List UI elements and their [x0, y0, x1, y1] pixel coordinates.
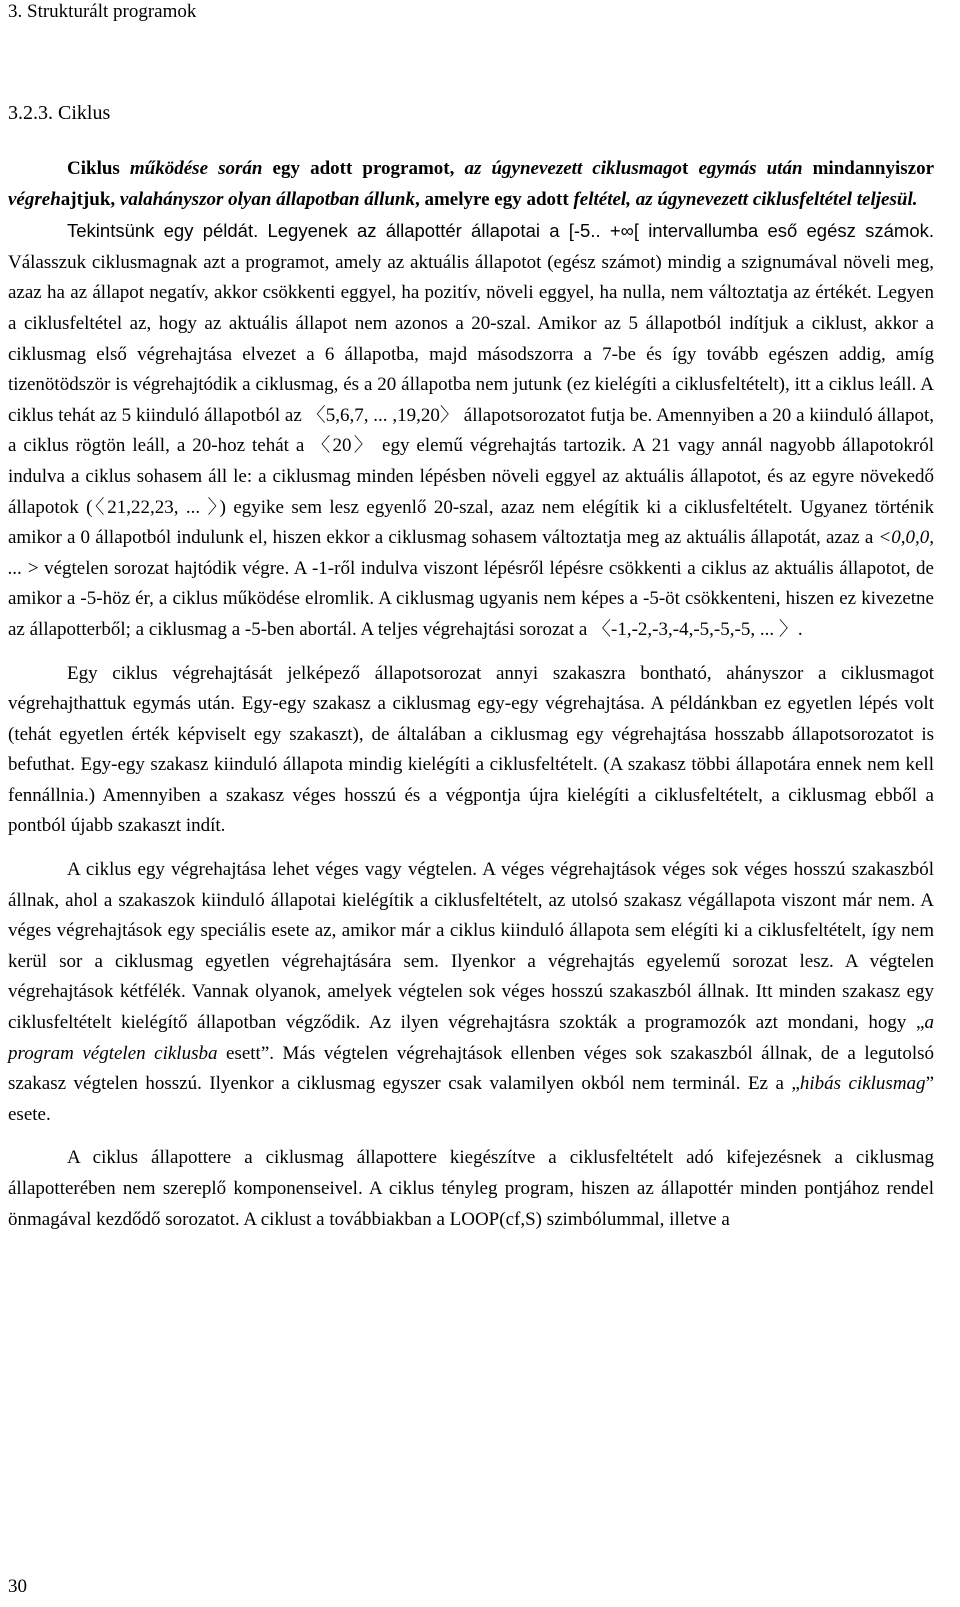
page-number: 30 [8, 1576, 27, 1597]
def-text: , amelyre egy adott [414, 188, 574, 210]
def-text: mindannyiszor [802, 158, 935, 179]
para-text: ” esete. [8, 1073, 934, 1125]
def-emphasis: valahányszor olyan állapotban állunk [119, 188, 415, 210]
document-body [8, 154, 934, 1235]
example-text: Válasszuk ciklusmagnak azt a programot, amely az aktuális állapotot (egész számot) mindig a szignumával növeli meg, azaz ha az állapot negatív, akkor csökkenti eggyel, ha pozitív, növeli eggyel, ha nulla, nem változtatja az értékét. Legyen a ciklusfeltétel az, hogy az aktuális állapot nem azonos a 20-szal. Amikor az 5 állapotból indítjuk a ciklust, akkor a ciklusmag első végrehajtása elvezet a 6 állapotba, majd másodszorra a 7-be és így tovább egészen addig, amíg tizenötödször is végrehajtódik a ciklusmag, és a 20 állapotba nem jutunk (ez kielégíti a ciklusfeltételt), itt a ciklus leáll. A ciklus tehát az 5 kiinduló állapotból az 〈5,6,7, ... ,19,20〉 állapotsorozatot futja be. Amennyiben a 20 a kiinduló állapot, a ciklus rögtön leáll, a 20-hoz tehát a 〈20〉 egy elemű végrehajtás tartozik. A 21 vagy annál nagyobb állapotokról indulva a ciklus sohasem áll le: a ciklusmag minden lépésben növeli eggyel az aktuális állapotot, és az egyre növekedő állapotok (〈21,22,23, ... 〉) egyike sem lesz egyenlő 20-szal, azaz nem elégítik ki a ciklusfeltételt. Ugyanez történik amikor a 0 állapotból indulunk el, hiszen ekkor a ciklusmag sohasem változtatja meg az aktuális állapotát, azaz a [8, 251, 934, 549]
para-text: esett”. Más végtelen végrehajtások ellenben véges sok szakaszból állnak, de a legutolsó szakasz végtelen hosszú. Ilyenkor a ciklusmag egyszer csak valamilyen okból nem terminál. Ez a „ [8, 1042, 934, 1095]
example-sequence: <0,0,0, ... [8, 527, 934, 579]
definition-paragraph [8, 154, 934, 215]
running-header: 3. Strukturált programok [8, 1, 197, 22]
quote-infinite-loop: a program végtelen ciklusba [8, 1012, 934, 1064]
def-text: t [682, 158, 699, 179]
quote-faulty-body: hibás ciklusmag [799, 1073, 926, 1095]
paragraph-segments: Egy ciklus végrehajtását jelképező állapotsorozat annyi szakaszra bontható, ahányszor a ciklusmagot végrehajthattuk egymás után. Egy-egy szakasz a ciklusmag egy-egy végrehajtása. A példánkban ez egyetlen lépés volt (tehát egyetlen érték képviselt egy szakaszt), de általában a ciklusmag egy végrehajtása hosszabb állapotsorozatot is befuthat. Egy-egy szakasz kiinduló állapota mindig kielégíti a ciklusfeltételt. (A szakasz többi állapotára ennek nem kell fennállnia.) Amennyiben a szakasz véges hosszú és a végpontja újra kielégíti a ciklusfeltételt, a ciklusmag ebből a pontból újabb szakaszt indít. [8, 662, 934, 837]
example-paragraph [8, 216, 934, 645]
paragraph-executions [8, 855, 934, 1130]
def-emphasis: egymás után [698, 158, 803, 179]
para-text: A ciklus egy végrehajtása lehet véges vagy végtelen. A véges végrehajtások véges sok véges hosszú szakaszból állnak, ahol a szakaszok kiinduló állapotai kielégítik a ciklusfeltételt, az utolsó szakasz végállapota viszont már nem. A véges végrehajtások egy speciális esete az, amikor már a ciklus kiinduló állapota sem elégíti ki a ciklusfeltételt, így nem kerül sor a ciklusmag egyetlen végrehajtására sem. Ilyenkor a végrehajtás egyelemű sorozat lesz. A végtelen végrehajtások kétfélék. Vannak olyanok, amelyek végtelen sok véges hosszú szakaszból állnak. Itt minden szakasz egy ciklusfeltételt kielégítő állapotban végződik. Az ilyen végrehajtásra szokták a programozók azt mondani, hogy „ [8, 859, 934, 1034]
example-text-end: > végtelen sorozat hajtódik végre. A -1-ről indulva viszont lépésről lépésre csökkenti a ciklus az aktuális állapotot, de amikor a -5-höz ér, a ciklus működése elromlik. A ciklusmag ugyanis nem képes a -5-öt csökkenteni, hiszen ez kivezetne az állapotterből; a ciklusmag a -5-ben abortál. A teljes végrehajtási sorozat a 〈-1,-2,-3,-4,-5,-5,-5, ... 〉. [8, 557, 934, 640]
def-emphasis: feltétel, az úgynevezett ciklusfeltétel teljesül. [573, 188, 918, 210]
def-text: Ciklus [67, 158, 130, 179]
paragraph-state-space: A ciklus állapottere a ciklusmag állapottere kiegészítve a ciklusfeltételt adó kifejezésnek a ciklusmag állapotterében nem szereplő komponenseivel. A ciklus tényleg program, hiszen az állapottér minden pontjához rendel önmagával kezdődő sorozatot. A ciklust a továbbiakban a LOOP(cf,S) szimbólummal, illetve a [8, 1147, 934, 1230]
def-emphasis: az úgynevezett ciklusmago [464, 158, 683, 179]
def-text: ajtjuk, [60, 188, 120, 210]
def-emphasis: végreh [8, 188, 61, 210]
def-emphasis: működése során [129, 158, 263, 179]
section-heading: 3.2.3. Ciklus [8, 102, 111, 124]
example-intro: Tekintsünk egy példát. Legyenek az állapottér állapotai a [-5.. +∞[ intervallumba eső egész számok. [67, 220, 934, 242]
def-text: egy adott programot, [262, 158, 465, 179]
